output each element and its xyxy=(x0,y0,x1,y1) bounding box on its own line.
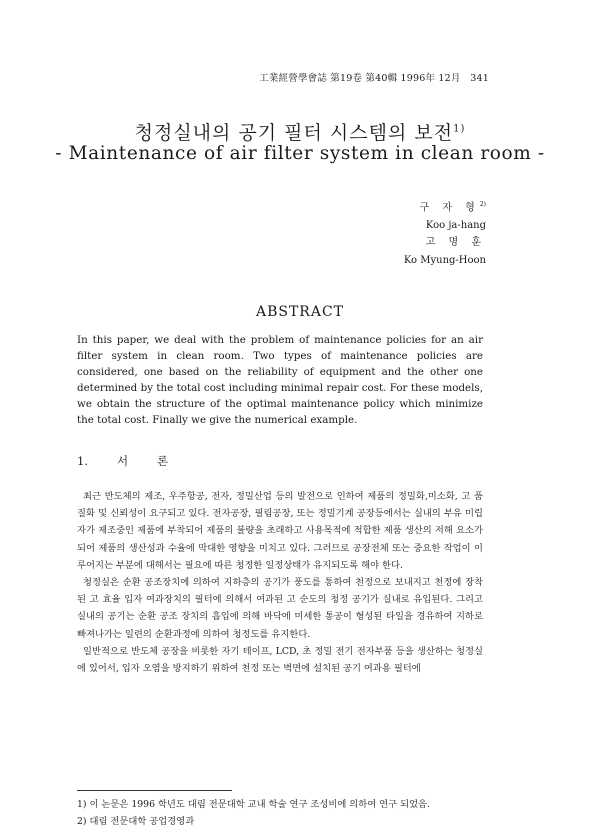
title-english: - Maintenance of air filter system in clean room - xyxy=(55,143,545,164)
body-paragraph: 청정실은 순환 공조장치에 의하여 지하층의 공기가 풍도를 통하여 천정으로 보내지고 천정에 장착된 고 효율 입자 여과장치의 필터에 의해서 여과된 고 순도의 청정 공기가 실내로 유입된다. 그리고 실내의 공기는 순환 공조 장치의 흡입에 의해 바닥에 미세한 통공이 형성된 타일을 경유하여 지하로 빠져나가는 일련의 순환과정에 의하여 청정도를 유지한다. xyxy=(77,577,483,640)
author-2-english: Ko Myung-Hoon xyxy=(403,254,486,266)
section-title-char-1: 서 xyxy=(117,454,129,468)
author-1-footnote-mark: 2) xyxy=(479,201,486,208)
author-block xyxy=(306,196,486,269)
abstract-text: In this paper, we deal with the problem of maintenance policies for an air filter system in clean room. Two types of maintenance policies are considered, one based on the reliability of equipment and the other one determined by the total cost including minimal repair cost. For these models, we obtain the structure of the optimal maintenance policy which minimize the total cost. Finally we give the numerical example. xyxy=(77,334,483,426)
author-2-name-korean: 고 명 훈 xyxy=(425,237,486,249)
title-korean xyxy=(0,118,600,145)
author-1-korean xyxy=(306,196,486,217)
journal-header xyxy=(259,70,489,84)
title-footnote-mark: 1) xyxy=(453,123,466,135)
footnote-divider xyxy=(77,790,232,791)
body-paragraph: 최근 반도체의 제조, 우주항공, 전자, 정밀산업 등의 발전으로 인하여 제품의 정밀화,미소화, 고 품질화 및 신뢰성이 요구되고 있다. 전자공장, 필림공장, 또는 정밀기계 공장등에서는 실내의 부유 미립자가 제조중인 제품에 부착되어 제품의 불량을 초래하고 사용목적에 적합한 제품 생산의 저해 요소가 되어 제품의 생산성과 수율에 막대한 영향을 미치고 있다. 그러므로 공장전체 또는 중요한 작업이 이루어지는 부분에 대해서는 필요에 따른 청정한 일정상태가 유지되도록 해야 한다. xyxy=(77,491,483,571)
author-1-english: Koo ja-hang xyxy=(425,219,486,231)
journal-citation: 工業經營學會誌 第19卷 第40輯 1996年 12月 xyxy=(259,73,461,84)
footnote-1: 1) 이 논문은 1996 학년도 대림 전문대학 교내 학술 연구 조성비에 의하여 연구 되었음. xyxy=(77,799,430,810)
footnotes xyxy=(77,797,497,830)
section-number: 1. xyxy=(77,454,88,468)
section-body xyxy=(77,488,483,677)
footnote-2: 2) 대림 전문대학 공업경영과 xyxy=(77,815,195,827)
page-number: 341 xyxy=(470,73,489,84)
body-paragraph: 일반적으로 반도체 공장을 비롯한 자기 테이프, LCD, 초 정밀 전기 전자부품 등을 생산하는 청정실에 있어서, 입자 오염을 방지하기 위하여 천정 또는 벽면에 설치된 공기 여과용 필터에 xyxy=(77,645,483,675)
title-korean-text: 청정실내의 공기 필터 시스템의 보전 xyxy=(134,122,454,144)
author-1-name-korean: 구 자 형 xyxy=(419,202,480,214)
author-2-korean xyxy=(306,234,486,252)
section-heading xyxy=(77,453,197,469)
abstract-heading: ABSTRACT xyxy=(255,304,345,320)
section-title-char-2: 론 xyxy=(157,454,169,468)
